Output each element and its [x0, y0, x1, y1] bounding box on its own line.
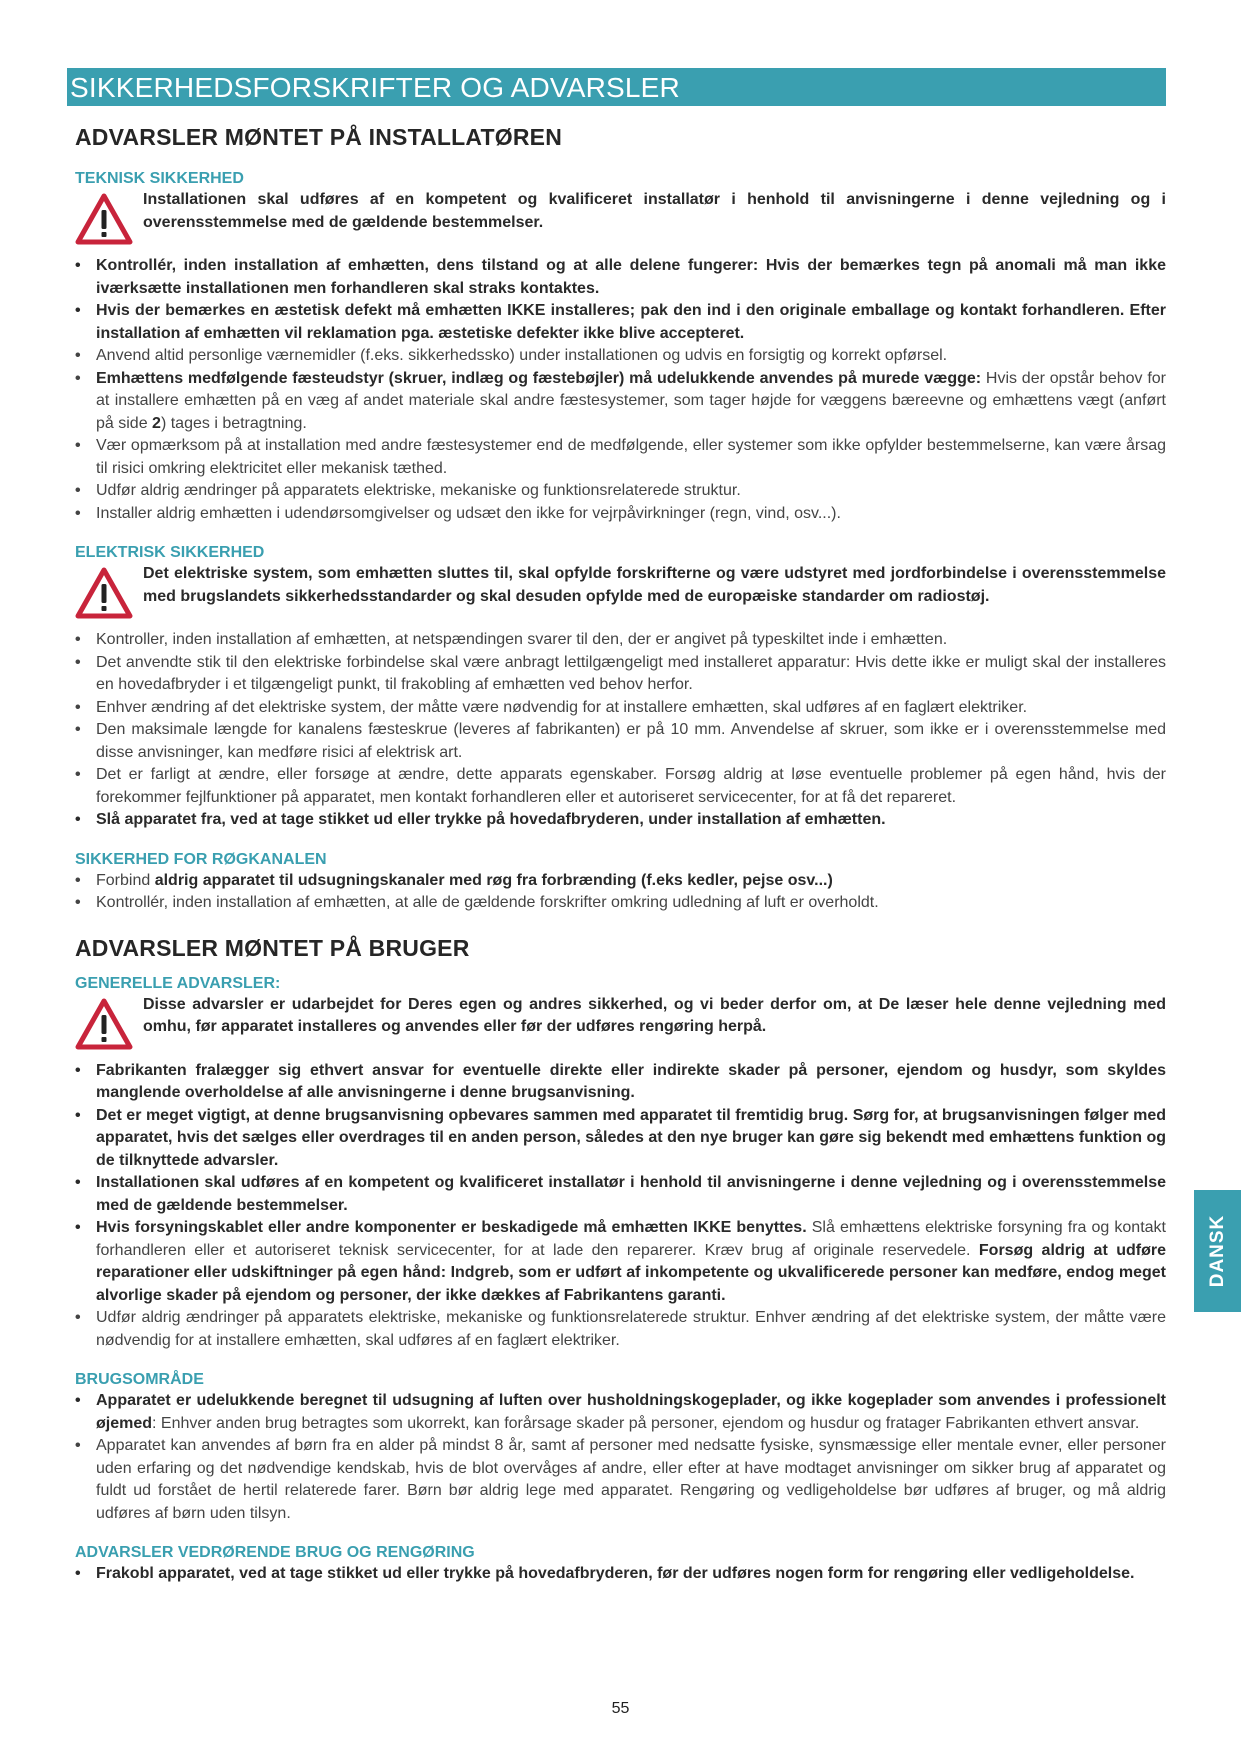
list-item: • Den maksimale længde for kanalens fæsteskrue (leveres af fabrikanten) er på 10 mm. Anvendelse af skruer, som ikke er i overensstemmelse med disse anvisninger, kan medføre risici af elektrisk art. [75, 719, 1166, 764]
text: : Enhver anden brug betragtes som ukorrekt, kan forårsage skader på personer, ejendom og husdur og fratager Fabrikanten ethvert ansvar. [152, 1414, 1140, 1432]
warning-text: Det elektriske system, som emhætten sluttes til, skal opfylde forskrifterne og være udstyret med jordforbindelse i overensstemmelse med brugslandets sikkerhedsstandarder og skal desuden opfylde med de europæiske standarder om radiostøj. [143, 565, 1166, 605]
list-item: • Udfør aldrig ændringer på apparatets elektriske, mekaniske og funktionsrelaterede struktur. [75, 480, 1166, 503]
bold-text: Apparatet er udelukkende beregnet til udsugning af luften over husholdningskogeplader, og ikke kogeplader som anvendes i professionelt øjemed [96, 1392, 1166, 1432]
heading-flue-safety: SIKKERHED FOR RØGKANALEN [75, 850, 327, 868]
heading-area-of-use: BRUGSOMRÅDE [75, 1371, 204, 1388]
language-side-tab [1194, 1190, 1241, 1312]
list-item: • Enhver ændring af det elektriske system, der måtte være nødvendig for at installere emhætten, skal udføres af en faglært elektriker. [75, 697, 1166, 720]
list-item [75, 870, 1166, 893]
list-item: • Det er meget vigtigt, at denne brugsanvisning opbevares sammen med apparatet til fremtidig brug. Sørg for, at brugsanvisningen følger med apparatet, hvis det sælges eller overdrages til en anden person, således at den nye bruger kan gøre sig bekendt med emhættens funktion og de tilknyttede advarsler. [75, 1105, 1166, 1173]
warning-block-electrical [75, 563, 1166, 625]
heading-general-warnings: GENERELLE ADVARSLER: [75, 974, 281, 992]
list-item: • Det er farligt at ændre, eller forsøge at ændre, dette apparats egenskaber. Forsøg aldrig at løse eventuelle problemer på egen hånd, hvis der forekommer fejlfunktioner på apparatet, men kontakt forhandleren eller et autoriseret servicecenter, for at få det repareret. [75, 764, 1166, 809]
list-item: • Anvend altid personlige værnemidler (f.eks. sikkerhedssko) under installationen og udvis en forsigtig og korrekt opførsel. [75, 345, 1166, 368]
list-electrical [75, 629, 1166, 832]
list-technical [75, 255, 1166, 525]
text: Forbind [96, 871, 155, 889]
page-banner-title: SIKKERHEDSFORSKRIFTER OG ADVARSLER [67, 68, 1166, 106]
heading-technical-safety: TEKNISK SIKKERHED [75, 170, 244, 187]
list-item: • Kontrollér, inden installation af emhætten, dens tilstand og at alle delene fungerer: Hvis der bemærkes tegn på anomali må man ikke iværksætte installationen men forhandleren skal straks kontaktes. [75, 255, 1166, 300]
list-item [75, 1217, 1166, 1307]
list-item: • Kontrollér, inden installation af emhætten, at alle de gældende forskrifter omkring udledning af luft er overholdt. [75, 892, 1166, 915]
text: Hvis der opstår behov for at installere emhætten på en væg af andet materiale skal andre fæstesystemer, som tager højde for væggens bæreevne og emhættens vægt (anført på side [96, 369, 1166, 432]
content [75, 122, 1166, 1586]
list-area-of-use [75, 1390, 1166, 1525]
list-item: • Installationen skal udføres af en kompetent og kvalificeret installatør i henhold til anvisningerne i denne vejledning og i overensstemmelse med de gældende bestemmelser. [75, 1172, 1166, 1217]
warning-block-general [75, 994, 1166, 1056]
list-item: • Frakobl apparatet, ved at tage stikket ud eller trykke på hovedafbryderen, før der udføres nogen form for rengøring eller vedligeholdelse. [75, 1563, 1166, 1586]
text: ) tages i betragtning. [160, 414, 307, 432]
bold-text: Forsøg aldrig at udføre reparationer eller udskiftninger på egen hånd: Indgreb, som er udført af inkompetente og ukvalificerede personer kan medføre, endog meget alvorlige skader på ejendom og personer, der ikke dækkes af Fabrikantens garanti. [96, 1241, 1166, 1304]
list-item [75, 1390, 1166, 1435]
list-flue [75, 870, 1166, 915]
warning-triangle-icon [75, 193, 133, 245]
list-item: • Apparatet kan anvendes af børn fra en alder på mindst 8 år, samt af personer med nedsatte fysiske, synsmæssige eller mentale evner, eller personer uden erfaring og det nødvendige kendskab, hvis de blot overvåges af andre, eller efter at have modtaget anvisninger om sikker brug af apparatet og fuldt ud forstået de hertil relaterede farer. Børn bør aldrig lege med apparatet. Rengøring og vedligeholdelse bør udføres af bruger, og må aldrig udføres af børn uden tilsyn. [75, 1435, 1166, 1525]
language-label: DANSK [1206, 1214, 1228, 1288]
bold-text: Emhættens medfølgende fæsteudstyr (skruer, indlæg og fæstebøjler) må udelukkende anvendes på murede vægge: [96, 369, 982, 387]
list-general [75, 1060, 1166, 1353]
warning-text: Installationen skal udføres af en kompetent og kvalificeret installatør i henhold til anvisningerne i denne vejledning og i overensstemmelse med de gældende bestemmelser. [143, 191, 1166, 231]
section-title-installer: ADVARSLER MØNTET PÅ INSTALLATØREN [75, 124, 563, 150]
list-item: • Kontroller, inden installation af emhætten, at netspændingen svarer til den, der er angivet på typeskiltet inde i emhætten. [75, 629, 1166, 652]
list-item: • Det anvendte stik til den elektriske forbindelse skal være anbragt lettilgængeligt med installeret apparatur: Hvis dette ikke er muligt skal der installeres en hovedafbryder i et tilgængeligt punkt, til frakobling af emhætten ved behov herfor. [75, 652, 1166, 697]
page-number: 55 [611, 1700, 630, 1717]
page-ref: 2 [152, 414, 161, 432]
bold-text: Hvis forsyningskablet eller andre komponenter er beskadigede må emhætten IKKE benyttes. [96, 1219, 807, 1236]
warning-triangle-icon [75, 998, 133, 1050]
heading-use-and-cleaning: ADVARSLER VEDRØRENDE BRUG OG RENGØRING [75, 1544, 475, 1561]
list-item [75, 368, 1166, 436]
warning-text: Disse advarsler er udarbejdet for Deres egen og andres sikkerhed, og vi beder derfor om, at De læser hele denne vejledning med omhu, før apparatet installeres og anvendes eller før der udføres rengøring herpå. [143, 995, 1166, 1035]
text: Slå emhættens elektriske forsyning fra og kontakt forhandleren eller et autoriseret teknisk servicecenter, for at lade den reparerer. Kræv brug af originale reservedele. [96, 1219, 1166, 1259]
list-item: • Fabrikanten fralægger sig ethvert ansvar for eventuelle direkte eller indirekte skader på personer, ejendom og husdyr, som skyldes manglende overholdelse af alle anvisningerne i denne brugsanvisning. [75, 1060, 1166, 1105]
list-item: • Installer aldrig emhætten i udendørsomgivelser og udsæt den ikke for vejrpåvirkninger (regn, vind, osv...). [75, 503, 1166, 526]
list-use-and-cleaning [75, 1563, 1166, 1586]
list-item: • Slå apparatet fra, ved at tage stikket ud eller trykke på hovedafbryderen, under installation af emhætten. [75, 809, 1166, 832]
bold-text: aldrig apparatet til udsugningskanaler med røg fra forbrænding (f.eks kedler, pejse osv...) [154, 871, 833, 889]
heading-electrical-safety: ELEKTRISK SIKKERHED [75, 544, 265, 561]
list-item: • Vær opmærksom på at installation med andre fæstesystemer end de medfølgende, eller systemer som ikke opfylder bestemmelserne, kan være årsag til risici omkring elektricitet eller mekanisk tæthed. [75, 435, 1166, 480]
section-title-user: ADVARSLER MØNTET PÅ BRUGER [75, 934, 470, 961]
list-item: • Udfør aldrig ændringer på apparatets elektriske, mekaniske og funktionsrelaterede struktur. Enhver ændring af det elektriske system, der måtte være nødvendig for at installere emhætten, skal udføres af en faglært elektriker. [75, 1307, 1166, 1352]
warning-block-technical [75, 189, 1166, 251]
warning-triangle-icon [75, 567, 133, 619]
list-item: • Hvis der bemærkes en æstetisk defekt må emhætten IKKE installeres; pak den ind i den originale emballage og kontakt forhandleren. Efter installation af emhætten vil reklamation pga. æstetiske defekter ikke blive accepteret. [75, 300, 1166, 345]
